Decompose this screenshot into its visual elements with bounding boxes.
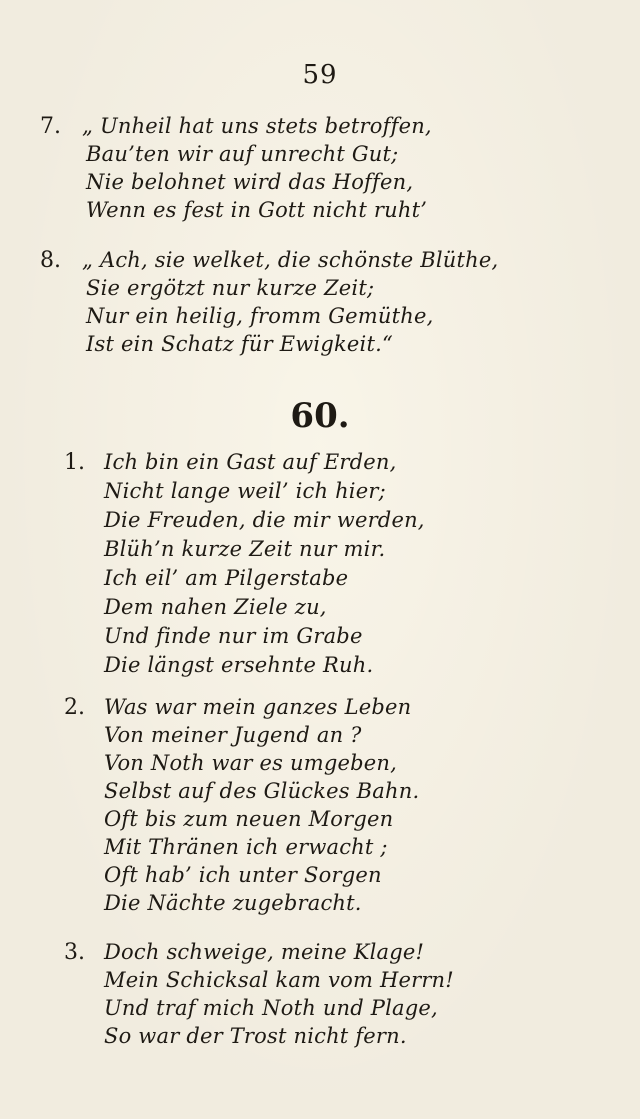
- hymn-number: 60.: [290, 396, 350, 436]
- verse-line: Ist ein Schatz für Ewigkeit.“: [86, 332, 393, 356]
- verse-line: Die längst ersehnte Ruh.: [104, 653, 374, 677]
- verse-line: Dem nahen Ziele zu,: [104, 595, 327, 619]
- verse-line: Nicht lange weil’ ich hier;: [104, 479, 386, 503]
- verse-line: So war der Trost nicht fern.: [104, 1024, 407, 1048]
- stanza-number: 1.: [64, 450, 85, 475]
- verse-line: Was war mein ganzes Leben: [104, 695, 412, 719]
- verse-line: Ich eil’ am Pilgerstabe: [104, 566, 349, 590]
- verse-line: Und traf mich Noth und Plage,: [104, 996, 438, 1020]
- verse-line: Blüh’n kurze Zeit nur mir.: [104, 537, 386, 561]
- stanza-number: 2.: [64, 695, 85, 720]
- verse-line: Nur ein heilig, fromm Gemüthe,: [86, 304, 434, 328]
- verse-line: Bau’ten wir auf unrecht Gut;: [86, 142, 399, 166]
- verse-line: Oft bis zum neuen Morgen: [104, 807, 394, 831]
- verse-line: Nie belohnet wird das Hoffen,: [86, 170, 414, 194]
- verse-line: Von Noth war es umgeben,: [104, 751, 398, 775]
- stanza-number: 7.: [40, 114, 61, 139]
- stanza-number: 3.: [64, 940, 85, 965]
- verse-line: Mit Thränen ich erwacht ;: [104, 835, 388, 859]
- verse-line: „ Unheil hat uns stets betroffen,: [82, 114, 432, 138]
- page-number: 59: [302, 60, 338, 90]
- stanza-number: 8.: [40, 248, 61, 273]
- verse-line: Oft hab’ ich unter Sorgen: [104, 863, 382, 887]
- verse-line: Selbst auf des Glückes Bahn.: [104, 779, 420, 803]
- verse-line: Die Freuden, die mir werden,: [104, 508, 425, 532]
- verse-line: Doch schweige, meine Klage!: [104, 940, 425, 964]
- verse-line: Die Nächte zugebracht.: [104, 891, 362, 915]
- verse-line: Und finde nur im Grabe: [104, 624, 363, 648]
- verse-line: Wenn es fest in Gott nicht ruht’: [86, 198, 428, 222]
- verse-line: Sie ergötzt nur kurze Zeit;: [86, 276, 375, 300]
- verse-line: Mein Schicksal kam vom Herrn!: [104, 968, 454, 992]
- verse-line: Ich bin ein Gast auf Erden,: [104, 450, 397, 474]
- verse-line: Von meiner Jugend an ?: [104, 723, 362, 747]
- verse-line: „ Ach, sie welket, die schönste Blüthe,: [82, 248, 499, 272]
